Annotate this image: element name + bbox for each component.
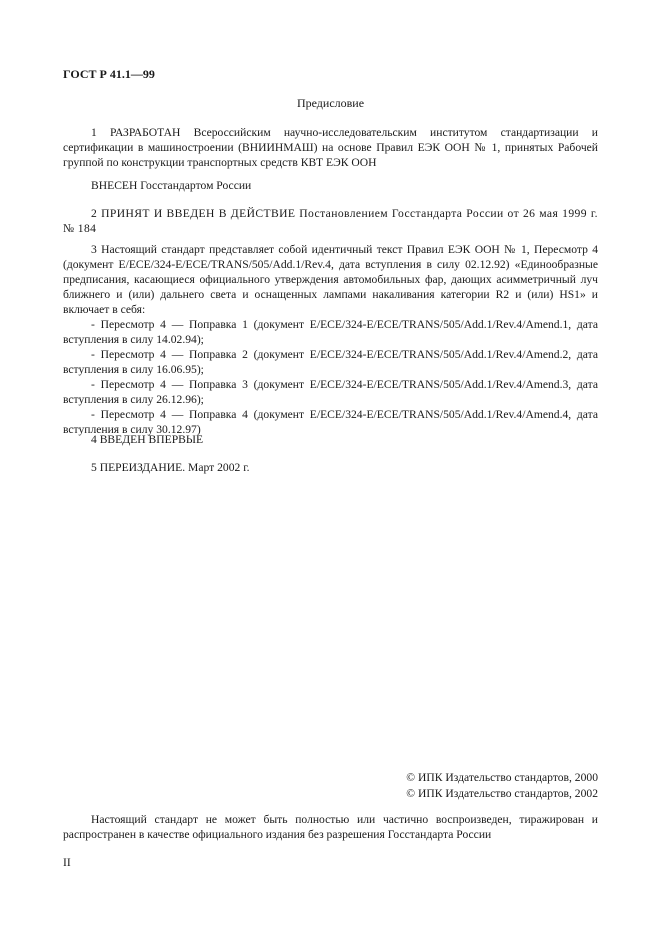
paragraph-adopted	[63, 206, 598, 236]
paragraph-identical-text-body: 3 Настоящий стандарт представляет собой идентичный текст Правил ЕЭК ООН № 1, Пересмотр 4 (документ E/ECE/324-E/ECE/TRANS/505/Add.1/Rev.4, дата вступления в силу 02.12.92) «Единообразные предписания, касающиеся официального утверждения автомобильных фар, дающих асимметричный луч ближнего и (или) дальнего света и оснащенных лампами накаливания категории R2 и (или) HS1» и включает в себя:	[63, 243, 598, 316]
paragraph-identical-text	[63, 242, 598, 437]
copyright-block	[406, 770, 598, 802]
paragraph-reissue	[63, 460, 598, 475]
paragraph-submitted	[63, 178, 598, 193]
paragraph-first-introduced-text: 4 ВВЕДЕН ВПЕРВЫЕ	[91, 433, 204, 446]
copyright-line-2002: © ИПК Издательство стандартов, 2002	[406, 787, 598, 800]
amendment-4: - Пересмотр 4 — Поправка 4 (документ E/ECE/324-E/ECE/TRANS/505/Add.1/Rev.4/Amend.4, дата вступления в силу 30.12.97)	[63, 408, 598, 436]
amendment-1: - Пересмотр 4 — Поправка 1 (документ E/ECE/324-E/ECE/TRANS/505/Add.1/Rev.4/Amend.1, дата вступления в силу 14.02.94);	[63, 318, 598, 346]
amendment-2: - Пересмотр 4 — Поправка 2 (документ E/ECE/324-E/ECE/TRANS/505/Add.1/Rev.4/Amend.2, дата вступления в силу 16.06.95);	[63, 348, 598, 376]
paragraph-developed	[63, 125, 598, 170]
paragraph-adopted-text: 2 ПРИНЯТ И ВВЕДЕН В ДЕЙСТВИЕ Постановлением Госстандарта России от 26 мая 1999 г. № 184	[63, 207, 598, 235]
paragraph-developed-text: 1 РАЗРАБОТАН Всероссийским научно-исследовательским институтом стандартизации и сертификации в машиностроении (ВНИИНМАШ) на основе Правил ЕЭК ООН № 1, принятых Рабочей группой по конструкции транспортных средств КВТ ЕЭК ООН	[63, 126, 598, 169]
copyright-line-2000: © ИПК Издательство стандартов, 2000	[406, 771, 598, 784]
paragraph-submitted-text: ВНЕСЕН Госстандартом России	[91, 179, 252, 192]
amendment-3: - Пересмотр 4 — Поправка 3 (документ E/ECE/324-E/ECE/TRANS/505/Add.1/Rev.4/Amend.3, дата вступления в силу 26.12.96);	[63, 378, 598, 406]
reproduction-notice: Настоящий стандарт не может быть полностью или частично воспроизведен, тиражирован и распространен в качестве официального издания без разрешения Госстандарта России	[63, 813, 598, 841]
section-heading: Предисловие	[296, 96, 365, 110]
document-id: ГОСТ Р 41.1—99	[63, 67, 155, 81]
paragraph-reissue-text: 5 ПЕРЕИЗДАНИЕ. Март 2002 г.	[91, 461, 250, 474]
page-number: II	[63, 856, 71, 869]
paragraph-first-introduced	[63, 432, 598, 447]
